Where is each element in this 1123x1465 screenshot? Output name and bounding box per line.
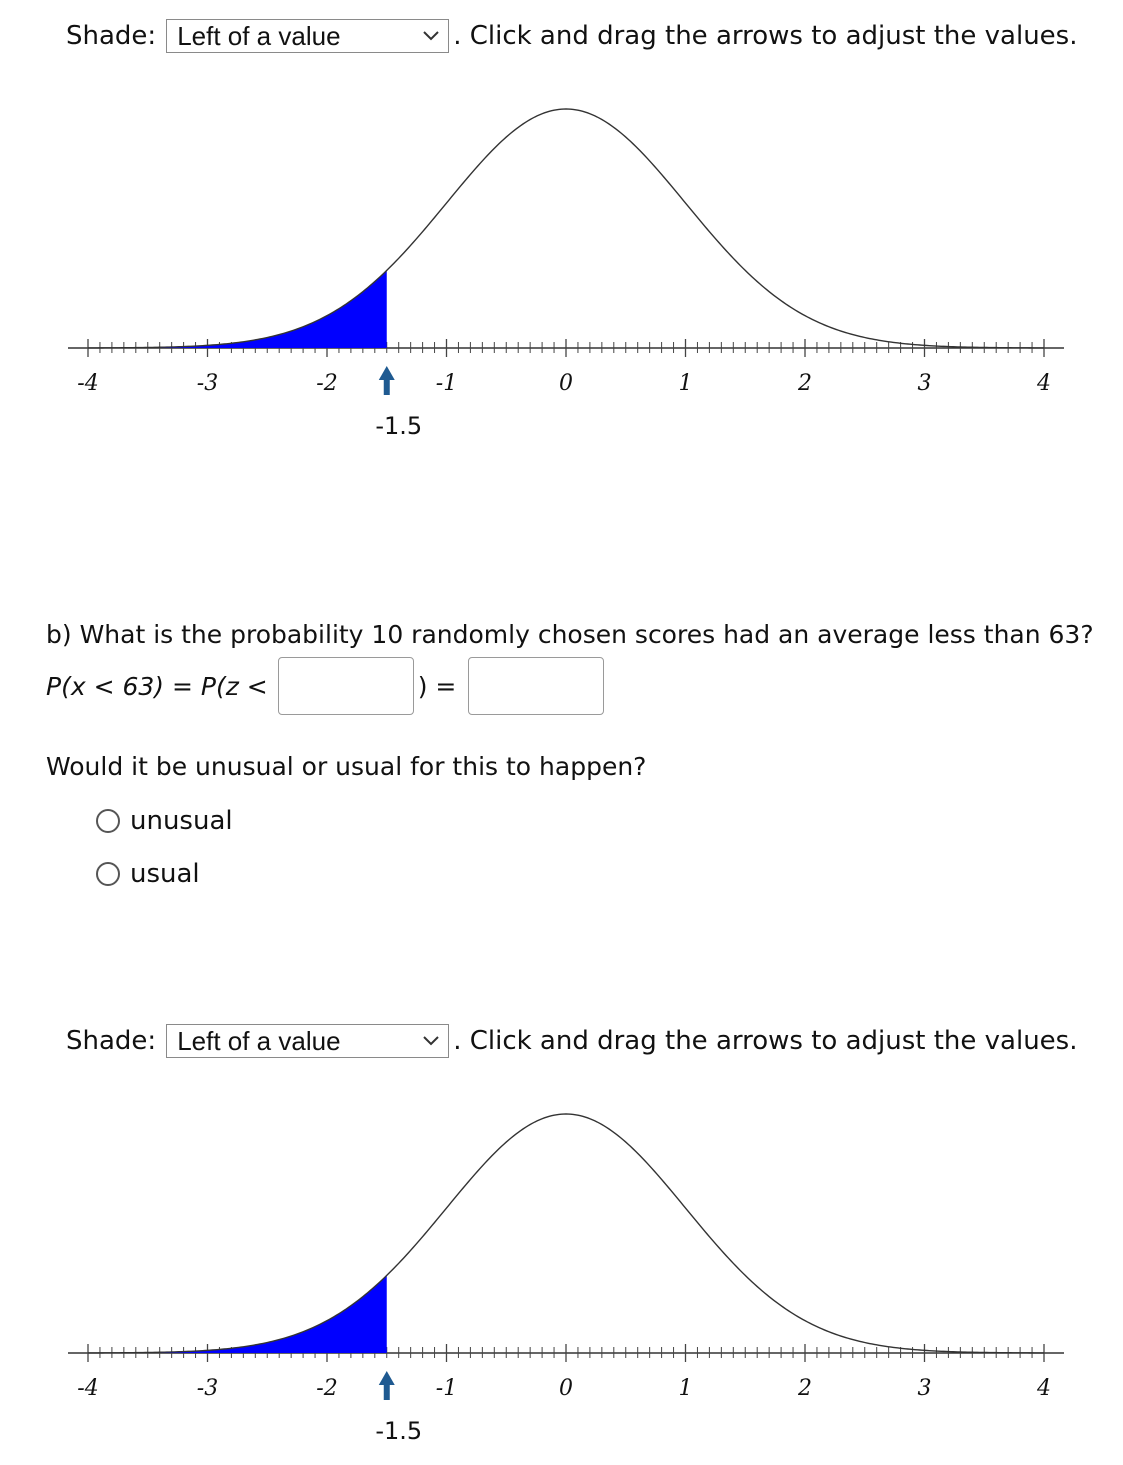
tick-label: -3 [196,371,219,396]
tick-label: -1 [435,371,458,396]
option-unusual-label: unusual [130,806,233,836]
shaded-region [88,1275,387,1353]
drag-hint: . Click and drag the arrows to adjust the values. [453,1026,1078,1056]
option-usual[interactable] [96,859,200,889]
shade-select[interactable] [166,19,449,53]
normal-curve [88,109,1044,348]
tick-label: -4 [77,371,99,396]
tick-label: 1 [678,1376,693,1401]
radio-usual[interactable] [96,862,120,886]
tick-label: 1 [678,371,693,396]
option-unusual[interactable] [96,806,233,836]
drag-hint: . Click and drag the arrows to adjust the values. [453,21,1078,51]
radio-unusual[interactable] [96,809,120,833]
z-score-input[interactable] [278,657,414,715]
tick-label: 2 [798,371,812,396]
unusual-prompt: Would it be unusual or usual for this to happen? [46,752,647,781]
probability-input[interactable] [468,657,604,715]
tick-label: 4 [1037,371,1051,396]
tick-label: 2 [798,1376,812,1401]
shade-select-value: Left of a value [177,20,341,51]
drag-arrow-icon[interactable] [379,366,395,395]
formula-mid: ) = [417,671,457,701]
shade-label: Shade: [66,1026,157,1056]
normal-curve-svg [0,1085,1123,1465]
drag-arrow-icon[interactable] [379,1371,395,1400]
tick-label: 0 [559,371,573,396]
normal-curve-graph-1 [0,80,1123,460]
tick-label: -2 [316,1376,338,1401]
tick-label: -2 [316,371,338,396]
tick-label: -3 [196,1376,219,1401]
shade-controls-2 [66,1021,1077,1061]
normal-curve [88,1114,1044,1353]
question-text: b) What is the probability 10 randomly chosen scores had an average less than 63? [46,620,1094,649]
tick-label: 0 [559,1376,573,1401]
shade-select-value: Left of a value [177,1025,341,1056]
probability-row [46,655,604,717]
normal-curve-graph-2 [0,1085,1123,1465]
chevron-down-icon [422,1035,440,1047]
shaded-region [88,270,387,348]
tick-label: 4 [1037,1376,1051,1401]
boundary-value-label: -1.5 [375,412,423,440]
formula-prefix: P(x < 63) = P(z < [46,671,268,701]
tick-label: 3 [917,1376,932,1401]
boundary-value-label: -1.5 [375,1417,423,1445]
shade-select[interactable] [166,1024,449,1058]
normal-curve-svg [0,80,1123,460]
tick-label: 3 [917,371,932,396]
chevron-down-icon [422,30,440,42]
option-usual-label: usual [130,859,200,889]
tick-label: -1 [435,1376,458,1401]
shade-label: Shade: [66,21,157,51]
shade-controls-1 [66,16,1077,56]
tick-label: -4 [77,1376,99,1401]
